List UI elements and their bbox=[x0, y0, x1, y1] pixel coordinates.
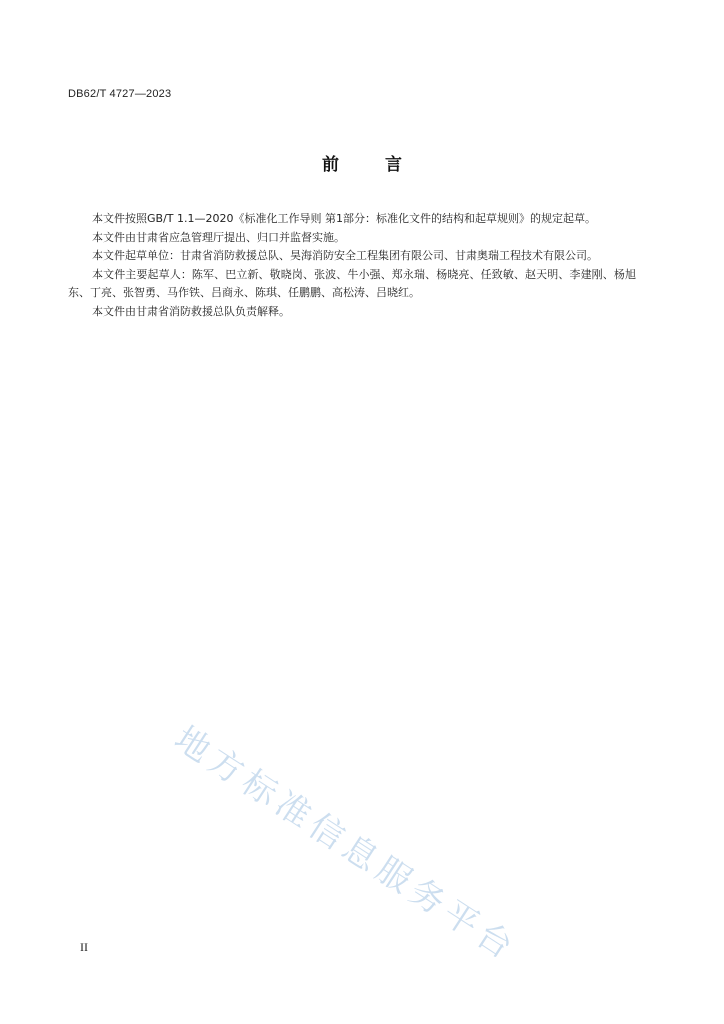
watermark: 地方标准信息服务平台 bbox=[167, 718, 525, 971]
standard-code: DB62/T 4727—2023 bbox=[68, 88, 172, 100]
paragraph-interpretation: 本文件由甘肃省消防救援总队负责解释。 bbox=[92, 304, 290, 318]
paragraph-proposer: 本文件由甘肃省应急管理厅提出、归口并监督实施。 bbox=[92, 230, 345, 244]
paragraph-drafting-units: 本文件起草单位：甘肃省消防救援总队、昊海消防安全工程集团有限公司、甘肃奥瑞工程技术有限公司。 bbox=[92, 249, 598, 262]
paragraph-drafters: 本文件主要起草人：陈军、巴立新、敬晓岗、张波、牛小强、郑永瑞、杨晓亮、任致敏、赵天明、李建刚、杨旭东、丁亮、张智勇、马作铁、吕商永、陈琪、任鹏鹏、高松涛、吕晓红。 bbox=[68, 267, 636, 299]
preface-body bbox=[68, 210, 636, 321]
page-number: II bbox=[80, 940, 88, 954]
page-title: 前言 bbox=[322, 155, 448, 175]
paragraph-drafting-rules: 本文件按照GB/T 1.1—2020《标准化工作导则 第1部分：标准化文件的结构和起草规则》的规定起草。 bbox=[92, 212, 596, 225]
